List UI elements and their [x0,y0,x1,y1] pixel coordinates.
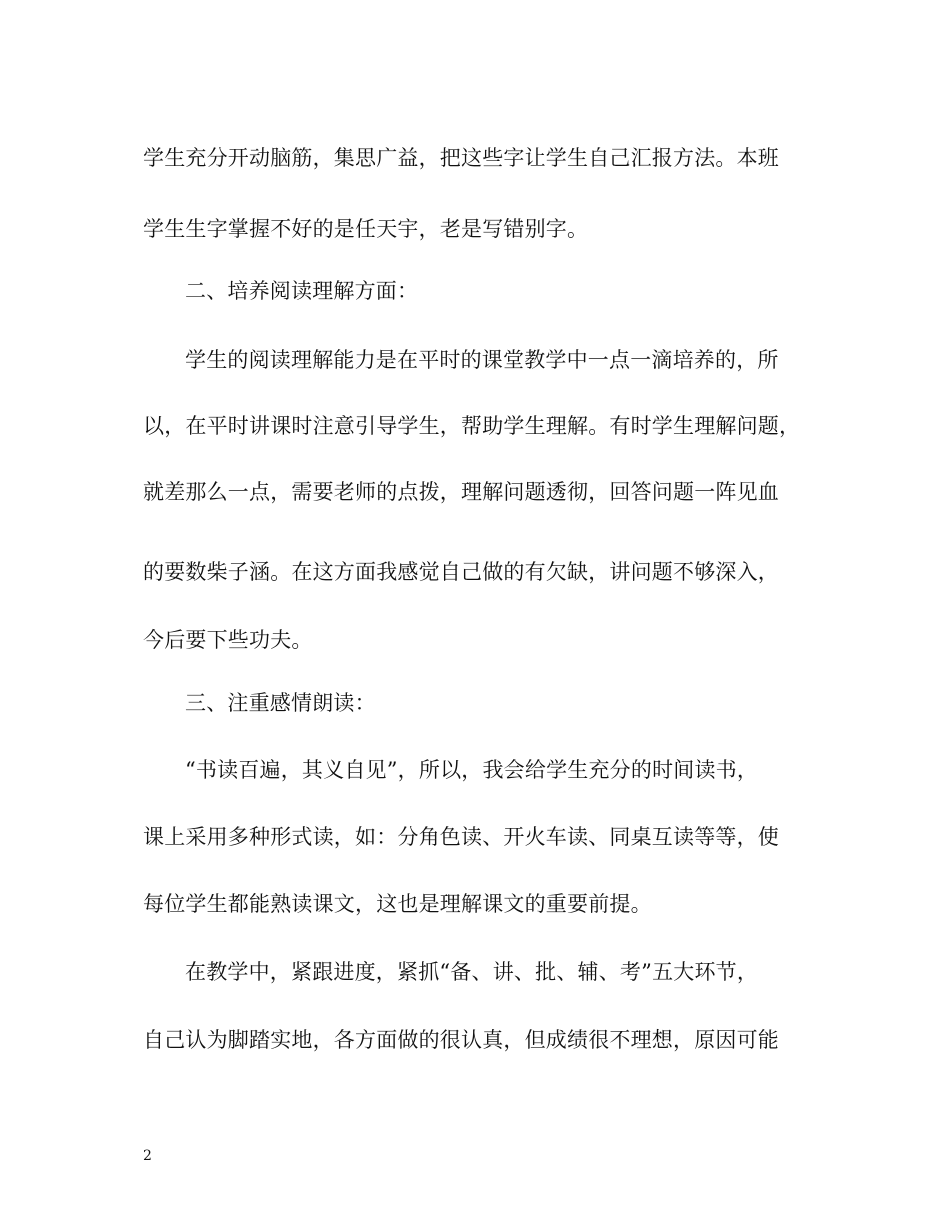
text-line: 课上采用多种形式读，如：分角色读、开火车读、同桌互读等等，使 [143,825,779,849]
text-line: 在教学中，紧跟进度，紧抓“备、讲、批、辅、考”五大环节， [185,960,759,984]
text-line: 自己认为脚踏实地，各方面做的很认真，但成绩很不理想，原因可能 [143,1028,779,1052]
text-line: 学生的阅读理解能力是在平时的课堂教学中一点一滴培养的，所 [185,348,779,372]
section-heading: 三、注重感情朗读： [185,691,376,715]
text-line: 学生充分开动脑筋，集思广益，把这些字让学生自己汇报方法。本班 [143,146,779,170]
text-line: 学生生字掌握不好的是任天宇，老是写错别字。 [143,217,589,241]
text-line: 的要数柴子涵。在这方面我感觉自己做的有欠缺，讲问题不够深入， [143,560,779,584]
text-line: 就差那么一点，需要老师的点拨，理解问题透彻，回答问题一阵见血 [143,480,779,504]
text-line: 以，在平时讲课时注意引导学生，帮助学生理解。有时学生理解问题， [143,414,801,438]
page-number: 2 [143,1148,152,1164]
text-line: 每位学生都能熟读课文，这也是理解课文的重要前提。 [143,892,652,916]
text-line: “书读百遍，其义自见”，所以，我会给学生充分的时间读书， [185,758,759,782]
section-heading: 二、培养阅读理解方面： [185,279,419,303]
text-line: 今后要下些功夫。 [143,628,313,652]
